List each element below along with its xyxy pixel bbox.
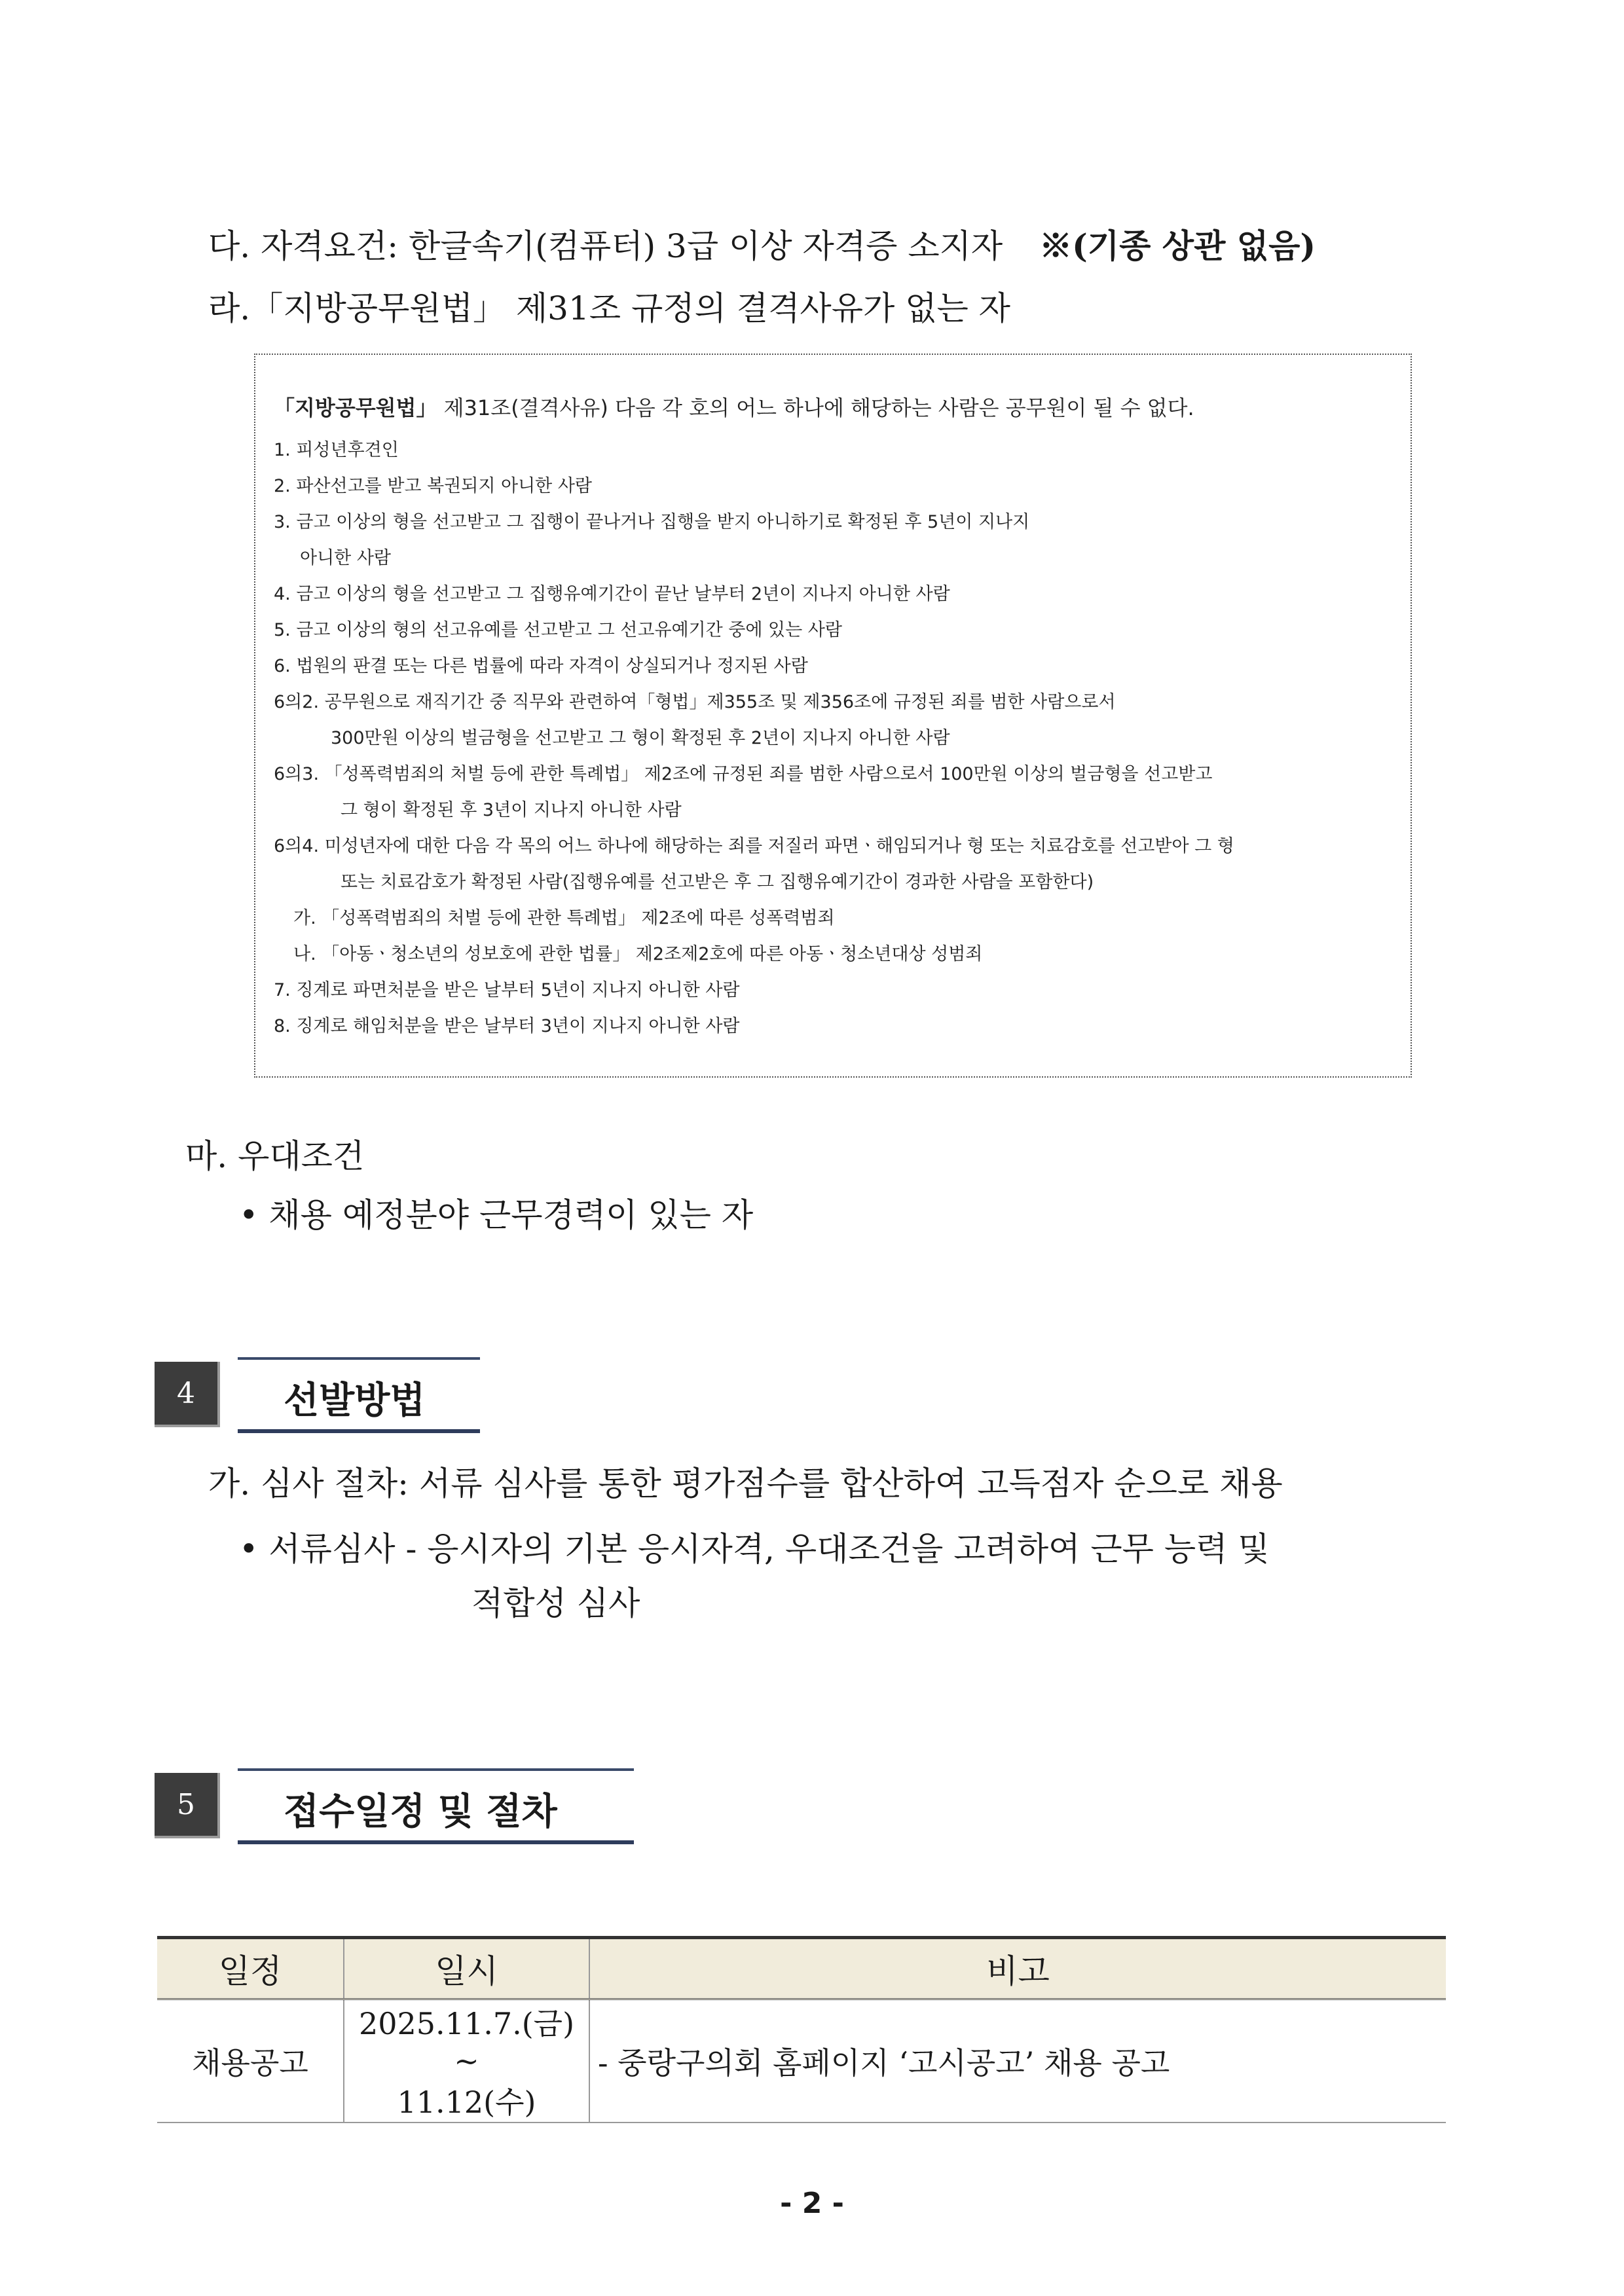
table-row [157,1999,1446,2123]
law-line: 5. 금고 이상의 형의 선고유예를 선고받고 그 선고유예기간 중에 있는 사람 [274,620,842,640]
law-line: 300만원 이상의 벌금형을 선고받고 그 형이 확정된 후 2년이 지나지 아니한 사람 [331,728,950,748]
law-line: 2. 파산선고를 받고 복권되지 아니한 사람 [274,476,592,496]
cell-date-line1: 2025.11.7.(금) ~ [358,2006,575,2079]
section-title-rule-top [238,1768,634,1771]
cell-note: - 중랑구의회 홈페이지 ‘고시공고’ 채용 공고 [589,1999,1446,2123]
section-number-badge: 4 [155,1362,220,1427]
law-line: 아니한 사람 [300,548,391,568]
section-title: 선발방법 [284,1379,426,1422]
header-note: 비고 [589,1938,1446,1999]
law-line: 4. 금고 이상의 형을 선고받고 그 집행유예기간이 끝난 날부터 2년이 지나지 아니한 사람 [274,584,950,604]
law-name: 「지방공무원법」 [274,395,437,420]
law-line: 7. 징계로 파면처분을 받은 날부터 5년이 지나지 아니한 사람 [274,980,740,1000]
law-box-title [274,392,1194,422]
section-title-rule-top [238,1357,480,1360]
qualification-text: 다. 자격요건: 한글속기(컴퓨터) 3급 이상 자격증 소지자 [208,227,1003,265]
law-line: 1. 피성년후견인 [274,440,399,460]
qualification-item [208,226,1316,267]
cell-date [344,1999,589,2123]
law-article: 제31조(결격사유) 다음 각 호의 어느 하나에 해당하는 사람은 공무원이 될 수 없다. [443,395,1194,420]
disqualification-item: 라.「지방공무원법」 제31조 규정의 결격사유가 없는 자 [208,289,1010,327]
law-line: 또는 치료감호가 확정된 사람(집행유예를 선고받은 후 그 집행유예기간이 경과한 사람을 포함한다) [341,872,1094,892]
section-number-badge: 5 [155,1773,220,1838]
table-header-row [157,1938,1446,1999]
law-excerpt-box [254,354,1412,1078]
preference-heading: 마. 우대조건 [185,1137,365,1175]
law-line: 나. 「아동ㆍ청소년의 성보호에 관한 법률」 제2조제2호에 따른 아동ㆍ청소년대상 성범죄 [293,944,983,964]
document-review-bullet: • 서류심사 - 응시자의 기본 응시자격, 우대조건을 고려하여 근무 능력 및 [239,1530,1270,1568]
law-line: 6. 법원의 판결 또는 다른 법률에 따라 자격이 상실되거나 정지된 사람 [274,656,808,676]
section-title: 접수일정 및 절차 [284,1791,557,1833]
law-line: 6의3. 「성폭력범죄의 처벌 등에 관한 특례법」 제2조에 규정된 죄를 범한 사람으로서 100만원 이상의 벌금형을 선고받고 [274,764,1213,784]
qualification-note: ※(기종 상관 없음) [1039,227,1316,265]
law-line: 6의2. 공무원으로 재직기간 중 직무와 관련하여「형법」제355조 및 제356조에 규정된 죄를 범한 사람으로서 [274,692,1116,712]
cell-date-line2: 11.12(수) [397,2085,536,2120]
header-stage: 일정 [157,1938,344,1999]
law-line: 가. 「성폭력범죄의 처벌 등에 관한 특례법」 제2조에 따른 성폭력범죄 [293,908,835,928]
section-title-rule-bottom [238,1429,480,1433]
preference-bullet: • 채용 예정분야 근무경력이 있는 자 [239,1196,754,1234]
section-title-rule-bottom [238,1840,634,1844]
law-line: 3. 금고 이상의 형을 선고받고 그 집행이 끝나거나 집행을 받지 아니하기로 확정된 후 5년이 지나지 [274,512,1030,532]
law-line: 6의4. 미성년자에 대한 다음 각 목의 어느 하나에 해당하는 죄를 저질러 파면ㆍ해임되거나 형 또는 치료감호를 선고받아 그 형 [274,836,1234,856]
schedule-table [157,1936,1446,2123]
law-line: 그 형이 확정된 후 3년이 지나지 아니한 사람 [341,800,682,820]
selection-procedure: 가. 심사 절차: 서류 심사를 통한 평가점수를 합산하여 고득점자 순으로 채용 [208,1465,1283,1503]
cell-stage: 채용공고 [157,1999,344,2123]
document-review-bullet-cont: 적합성 심사 [471,1584,640,1622]
header-date: 일시 [344,1938,589,1999]
page-number: - 2 - [780,2187,844,2220]
law-line: 8. 징계로 해임처분을 받은 날부터 3년이 지나지 아니한 사람 [274,1016,740,1036]
